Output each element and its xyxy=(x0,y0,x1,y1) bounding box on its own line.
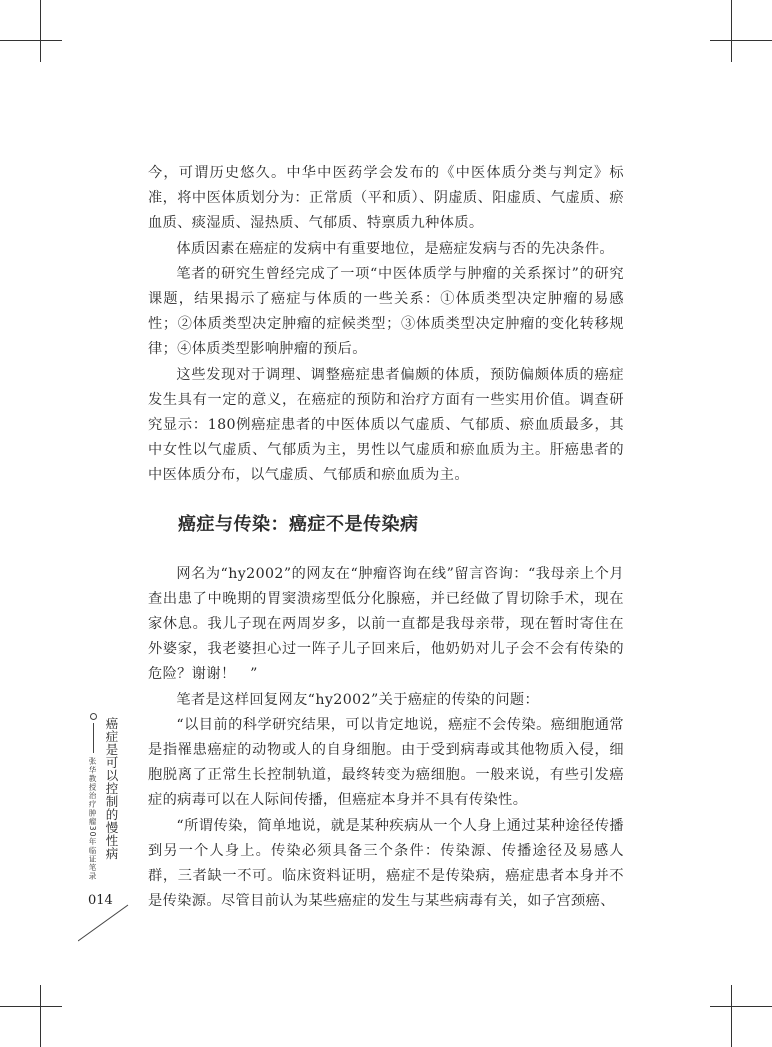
paragraph: “以目前的科学研究结果，可以肯定地说，癌症不会传染。癌细胞通常是指罹患癌症的动物或人的自身细胞。由于受到病毒或其他物质入侵，细胞脱离了正常生长控制轨道，最终转变为癌细胞。一般来说，有些引发癌症的病毒可以在人际间传播，但癌症本身并不具有传染性。 xyxy=(148,716,624,809)
ornament-circle-icon xyxy=(90,713,97,720)
divider-line xyxy=(93,723,94,753)
paragraph: 网名为“hy2002”的网友在“肿瘤咨询在线”留言咨询：“我母亲上个月查出患了中晚期的胃窦溃疡型低分化腺癌，并已经做了胃切除手术，现在家休息。我儿子现在两周岁多，以前一直都是我母亲带，现在暂时寄住在外婆家，我老婆担心过一阵子儿子回来后，他奶奶对儿子会不会有传染的危险？谢谢！ ” xyxy=(148,565,624,683)
crop-mark xyxy=(40,985,41,1047)
section-heading: 癌症与传染：癌症不是传染病 xyxy=(178,513,419,535)
crop-mark xyxy=(731,0,732,62)
crop-mark xyxy=(0,40,62,41)
crop-mark xyxy=(0,1006,62,1007)
book-title: 癌症是可以控制的慢性病 xyxy=(104,717,119,860)
crop-mark xyxy=(710,1006,772,1007)
paragraph: 笔者的研究生曾经完成了一项“中医体质学与肿瘤的关系探讨”的研究课题，结果揭示了癌症与体质的一些关系：①体质类型决定肿瘤的易感性；②体质类型决定肿瘤的症候类型；③体质类型决定肿瘤的变化转移规律；④体质类型影响肿瘤的预后。 xyxy=(148,265,624,358)
paragraph: 笔者是这样回复网友“hy2002”关于癌症的传染的问题： xyxy=(176,691,540,708)
paragraph: 今，可谓历史悠久。中华中医药学会发布的《中医体质分类与判定》标准，将中医体质划分为：正常质（平和质）、阴虚质、阳虚质、气虚质、瘀血质、痰湿质、湿热质、气郁质、特禀质九种体质。 xyxy=(148,165,624,232)
running-sidebar xyxy=(78,713,138,943)
crop-mark xyxy=(731,985,732,1047)
paragraph: “所谓传染，简单地说，就是某种疾病从一个人身上通过某种途径传播到另一个人身上。传染必须具备三个条件：传染源、传播途径及易感人群，三者缺一不可。临床资料证明，癌症不是传染病，癌症患者本身并不是传染源。尽管目前认为某些癌症的发生与某些病毒有关，如子宫颈癌、 xyxy=(148,817,624,910)
paragraph: 这些发现对于调理、调整癌症患者偏颇的体质，预防偏颇体质的癌症发生具有一定的意义，在癌症的预防和治疗方面有一些实用价值。调查研究显示：180例癌症患者的中医体质以气虚质、气郁质、瘀血质最多，其中女性以气虚质、气郁质为主，男性以气虚质和瘀血质为主。肝癌患者的中医体质分布，以气虚质、气郁质和瘀血质为主。 xyxy=(148,366,624,484)
page-number: 014 xyxy=(88,893,113,908)
body-text xyxy=(148,161,624,914)
book-subtitle: 张华教授治疗肿瘤30年临证笔录 xyxy=(88,757,97,881)
crop-mark xyxy=(710,40,772,41)
crop-mark xyxy=(40,0,41,62)
paragraph: 体质因素在癌症的发病中有重要地位，是癌症发病与否的先决条件。 xyxy=(176,240,615,257)
